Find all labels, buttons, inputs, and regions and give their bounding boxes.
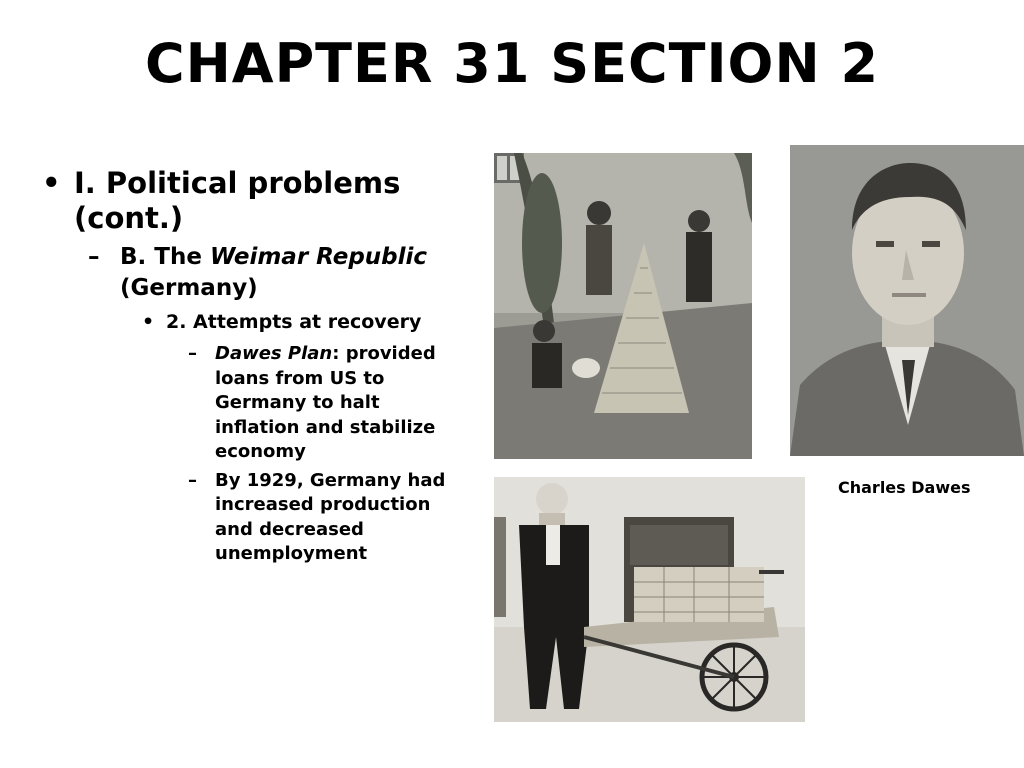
- bullet-text: I. Political problems (cont.): [74, 166, 401, 235]
- bullet-level-4-recovery: [38, 469, 468, 567]
- bullet-text: : provided loans from US to Germany to halt inflation and stabilize economy: [215, 343, 436, 462]
- bullet-level-3: [38, 309, 468, 336]
- bullet-text-italic: Dawes Plan: [215, 343, 333, 364]
- bullet-text-prefix: B. The: [120, 244, 210, 270]
- bullet-dash-icon: –: [188, 343, 197, 364]
- bullet-text: 2. Attempts at recovery: [166, 311, 422, 333]
- bullet-text-suffix: (Germany): [120, 275, 258, 301]
- bullet-level-4-dawes-plan: [38, 342, 468, 465]
- bullet-outline: [38, 166, 468, 567]
- bullet-text: By 1929, Germany had increased production and decreased unemployment: [215, 469, 446, 564]
- bullet-level-1: [38, 166, 468, 236]
- bullet-dot-icon: •: [142, 311, 155, 333]
- bullet-dash-icon: –: [88, 244, 100, 270]
- bullet-level-2: [38, 242, 468, 304]
- photo-charles-dawes-portrait: [790, 145, 1024, 456]
- bullet-dash-icon: –: [188, 469, 197, 491]
- photo-wheelbarrow-of-money: [494, 477, 805, 722]
- photo-caption: Charles Dawes: [838, 478, 971, 497]
- slide-title: CHAPTER 31 SECTION 2: [144, 32, 880, 95]
- photo-children-with-banknotes: [494, 153, 752, 459]
- bullet-text-italic: Weimar Republic: [209, 244, 428, 270]
- bullet-dot-icon: •: [42, 166, 61, 200]
